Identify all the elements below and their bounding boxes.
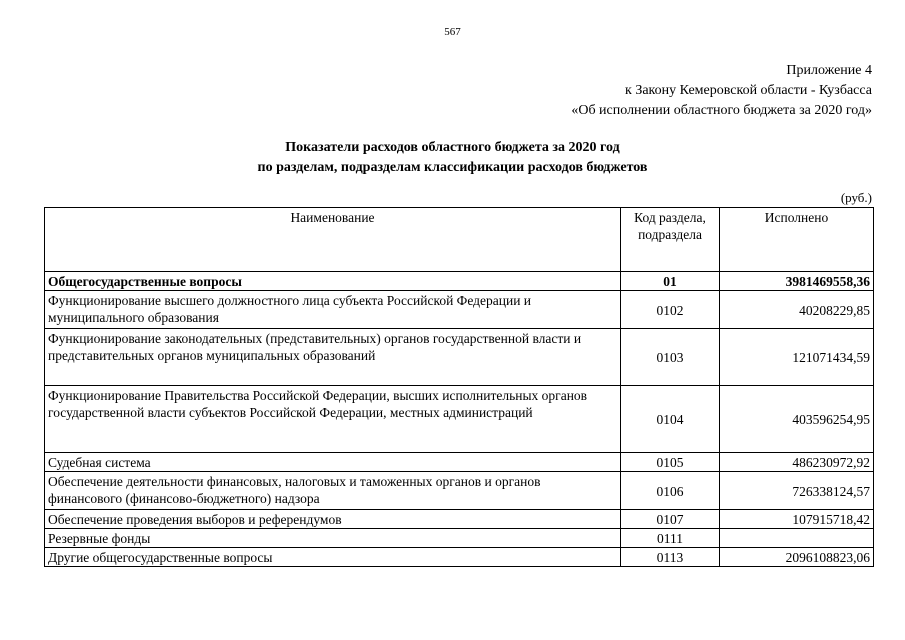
table-row	[45, 329, 874, 386]
row-code: 0106	[621, 472, 720, 510]
appendix-line-1: Приложение 4	[786, 63, 872, 78]
page-number: 567	[444, 26, 461, 38]
document-title-line-2: по разделам, подразделам классификации расходов бюджетов	[257, 160, 648, 175]
row-executed-value	[720, 529, 874, 548]
row-name: Другие общегосударственные вопросы	[45, 548, 621, 567]
row-executed-value: 40208229,85	[720, 291, 874, 329]
row-name: Общегосударственные вопросы	[45, 272, 621, 291]
header-code-line-2: подраздела	[638, 227, 702, 242]
row-name: Обеспечение проведения выборов и референдумов	[45, 510, 621, 529]
row-code: 0113	[621, 548, 720, 567]
header-executed: Исполнено	[720, 208, 874, 272]
table-row	[45, 386, 874, 453]
row-name: Функционирование Правительства Российской Федерации, высших исполнительных органов государственной власти субъектов Российской Федерации, местных администраций	[45, 386, 621, 453]
row-name: Функционирование высшего должностного лица субъекта Российской Федерации и муниципального образования	[45, 291, 621, 329]
row-code: 0111	[621, 529, 720, 548]
row-code: 0107	[621, 510, 720, 529]
header-code	[621, 208, 720, 272]
header-name: Наименование	[45, 208, 621, 272]
table-row	[45, 548, 874, 567]
appendix-line-3: «Об исполнении областного бюджета за 2020 год»	[571, 103, 872, 118]
document-title-line-1: Показатели расходов областного бюджета за 2020 год	[285, 140, 620, 155]
row-code: 0104	[621, 386, 720, 453]
row-executed-value: 486230972,92	[720, 453, 874, 472]
header-code-line-1: Код раздела,	[634, 210, 706, 225]
row-code: 01	[621, 272, 720, 291]
table-row	[45, 291, 874, 329]
table-row	[45, 272, 874, 291]
expenditure-table	[44, 207, 874, 567]
row-code: 0102	[621, 291, 720, 329]
row-name: Обеспечение деятельности финансовых, налоговых и таможенных органов и органов финансового (финансово-бюджетного) надзора	[45, 472, 621, 510]
table-row	[45, 453, 874, 472]
row-name: Судебная система	[45, 453, 621, 472]
table-header-row	[45, 208, 874, 272]
row-code: 0105	[621, 453, 720, 472]
row-executed-value: 107915718,42	[720, 510, 874, 529]
row-executed-value: 3981469558,36	[720, 272, 874, 291]
table-body	[45, 272, 874, 567]
row-name: Функционирование законодательных (представительных) органов государственной власти и представительных органов муниципальных образований	[45, 329, 621, 386]
table-row	[45, 472, 874, 510]
document-title	[0, 138, 905, 178]
appendix-line-2: к Закону Кемеровской области - Кузбасса	[625, 83, 872, 98]
row-executed-value: 726338124,57	[720, 472, 874, 510]
row-executed-value: 121071434,59	[720, 329, 874, 386]
table-row	[45, 529, 874, 548]
row-code: 0103	[621, 329, 720, 386]
table-row	[45, 510, 874, 529]
row-executed-value: 403596254,95	[720, 386, 874, 453]
appendix-header	[571, 61, 872, 121]
row-executed-value: 2096108823,06	[720, 548, 874, 567]
row-name: Резервные фонды	[45, 529, 621, 548]
currency-unit: (руб.)	[840, 190, 872, 205]
